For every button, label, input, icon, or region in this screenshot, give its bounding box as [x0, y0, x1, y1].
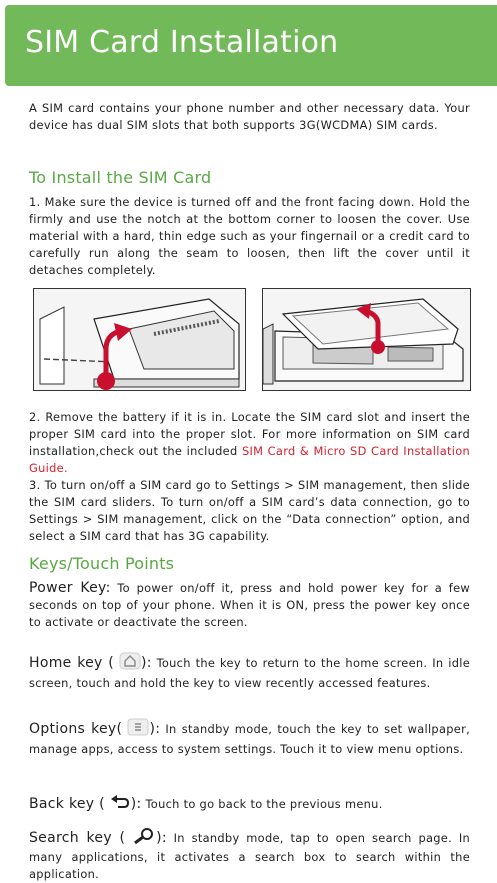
install-step-3: 3. To turn on/off a SIM card go to Settings > SIM management, then slide the SIM card sliders. To turn on/off a SIM card’s data connection, go to Settings > SIM management, click on the “Data connection” option, and select a SIM card that has 3G capability.	[29, 478, 470, 543]
power-key-label: Power Key:	[29, 580, 111, 596]
home-key-section	[29, 652, 470, 692]
back-key-section	[29, 794, 470, 815]
lift-marker	[371, 340, 385, 354]
install-heading: To Install the SIM Card	[29, 168, 212, 187]
page-title: SIM Card Installation	[25, 25, 339, 60]
install-step-1: 1. Make sure the device is turned off and the front facing down. Hold the firmly and use the notch at the bottom corner to loosen the cover. Use material with a hard, thin edge such as your fingernail or a credit card to carefully run along the seam to loosen, then lift the cover until it detaches completely.	[29, 195, 470, 277]
options-key-label-start: Options key(	[29, 721, 123, 737]
options-key-label-end: ):	[149, 721, 161, 737]
home-key-description: Touch the key to return to the home screen. In idle screen, touch and hold the key to view recently accessed features.	[29, 656, 470, 690]
back-key-label-end: ):	[130, 796, 142, 812]
phone-cover-illustration	[34, 289, 245, 390]
search-key-section	[29, 828, 470, 883]
power-key-description: To power on/off it, press and hold power key for a few seconds on top of your phone. When it is ON, press the power key once to activate or deactivate the screen.	[29, 581, 471, 629]
back-arrow-icon	[109, 794, 131, 815]
home-key-label-start: Home key (	[29, 655, 115, 671]
phone-open-illustration	[263, 289, 470, 390]
search-icon	[132, 828, 156, 849]
figure-remove-cover	[33, 288, 246, 391]
figure-lift-cover	[262, 288, 471, 391]
notch-marker	[97, 372, 115, 390]
menu-icon	[127, 718, 149, 741]
options-key-section	[29, 718, 470, 758]
intro-paragraph: A SIM card contains your phone number and other necessary data. Your device has dual SIM slots that both supports 3G(WCDMA) SIM cards.	[29, 101, 470, 132]
home-icon	[119, 652, 141, 675]
home-key-label-end: ):	[140, 655, 152, 671]
install-step-2-text: 2. Remove the battery if it is in. Locate the SIM card slot and insert the proper SIM card into the proper slot. For more information on SIM card installation,check out the included	[29, 410, 470, 458]
search-key-description: In standby mode, tap to open search page. In many applications, it activates a search box to search within the application.	[29, 831, 470, 881]
options-key-description: In standby mode, touch the key to set wallpaper, manage apps, access to system settings. Touch it to view menu options.	[29, 722, 470, 756]
power-key-section	[29, 580, 470, 631]
search-key-label-end: ):	[156, 830, 167, 846]
keys-heading: Keys/Touch Points	[29, 554, 175, 573]
install-step-2	[29, 409, 470, 477]
search-key-label-start: Search key (	[29, 830, 126, 846]
page-header	[5, 5, 497, 86]
back-key-label-start: Back key (	[29, 796, 105, 812]
sim-guide-link[interactable]: SIM Card & Micro SD Card Installation Guide.	[29, 444, 470, 475]
back-key-description: Touch to go back to the previous menu.	[141, 797, 383, 811]
